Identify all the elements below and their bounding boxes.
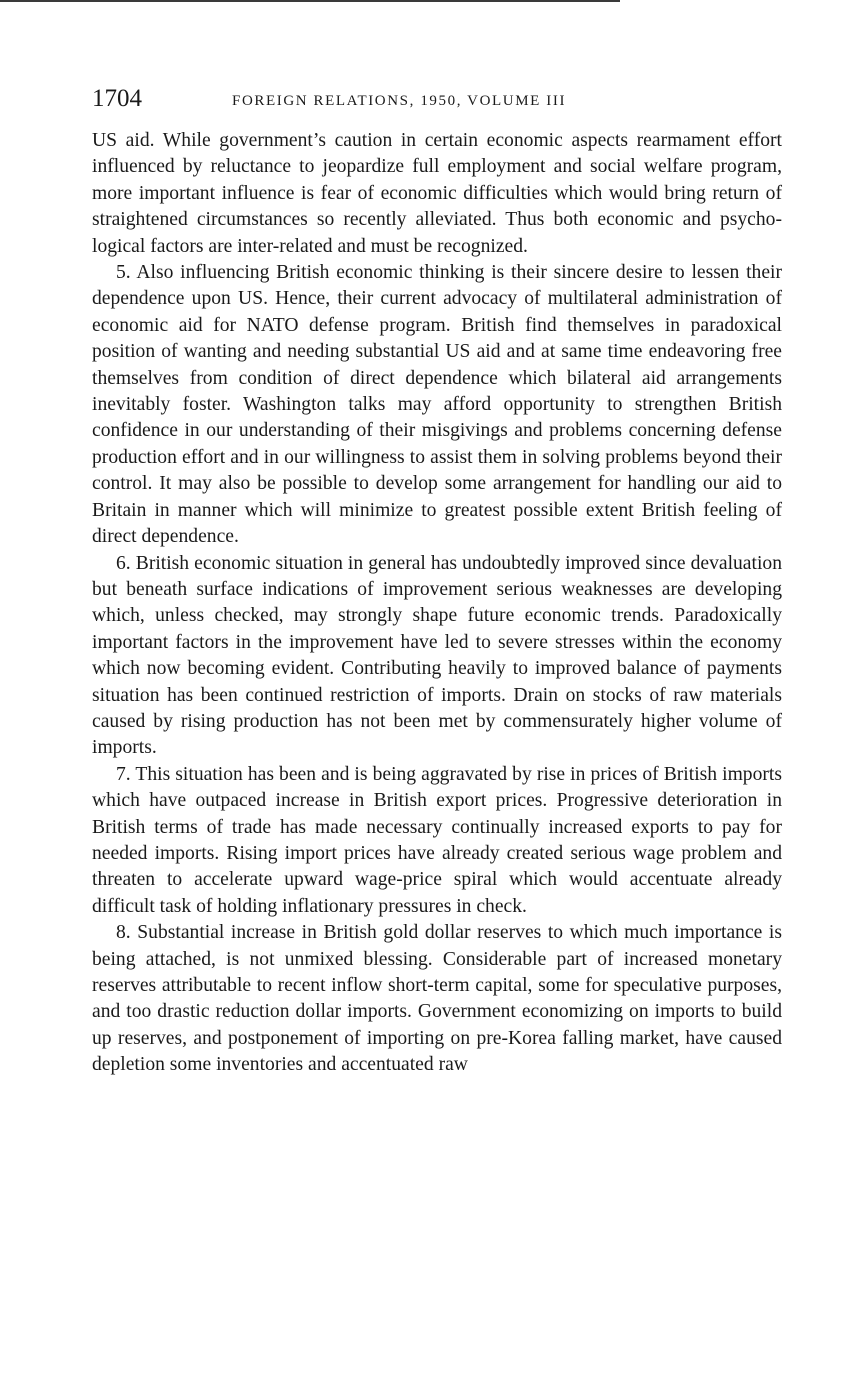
top-rule xyxy=(0,0,620,2)
paragraph-6: 6. British economic situation in general has undoubtedly improved since devaluation but beneath surface indications of improvement serious weaknesses are developing which, unless checked, may strongly shape future economic trends. Paradoxically important factors in the improvement have led to severe stresses within the economy which now becoming evident. Contributing heavily to improved balance of payments situation has been continued restriction of imports. Drain on stocks of raw materials caused by rising production has not been met by commensurately higher volume of imports. xyxy=(92,552,782,759)
paragraph-7: 7. This situation has been and is being aggravated by rise in prices of British imports which have outpaced increase in British export prices. Progressive deterioration in British terms of trade has made necessary continually increased exports to pay for needed imports. Rising import prices have already created serious wage problem and threaten to accelerate upward wage-price spiral which would accentuate already difficult task of holding inflationary pressures in check. xyxy=(92,763,782,917)
page-header xyxy=(92,84,782,116)
paragraph-continuation: US aid. While government’s caution in certain economic aspects rearmament effort influenced by reluctance to jeopardize full employment and social welfare program, more important influence is fear of economic difficulties which would bring return of straightened circumstances so recently alleviated. Thus both economic and psychological factors are inter-related and must be recognized. xyxy=(92,130,782,257)
paragraph-8: 8. Substantial increase in British gold dollar reserves to which much importance is being attached, is not unmixed blessing. Considerable part of increased monetary reserves attributable to recent inflow short-term capital, some for speculative purposes, and too drastic reduction dollar imports. Government economizing on imports to build up reserves, and postponement of importing on pre-Korea falling market, have caused depletion some inventories and accentuated raw xyxy=(92,922,782,1076)
paragraph-5: 5. Also influencing British economic thinking is their sincere desire to lessen their dependence upon US. Hence, their current advocacy of multilateral administration of economic aid for NATO defense program. British find themselves in paradoxical position of wanting and needing substantial US aid and at same time endeavoring free themselves from condition of direct dependence which bilateral aid arrangements inevitably foster. Washington talks may afford opportunity to strengthen British confidence in our understanding of their misgivings and problems concerning defense production effort and in our willingness to assist them in solving problems beyond their control. It may also be possible to develop some arrangement for handling our aid to Britain in manner which will minimize to greatest possible extent British feeling of direct dependence. xyxy=(92,262,782,548)
document-body xyxy=(92,128,782,1079)
page-number: 1704 xyxy=(92,85,142,112)
running-head: FOREIGN RELATIONS, 1950, VOLUME III xyxy=(232,93,567,109)
